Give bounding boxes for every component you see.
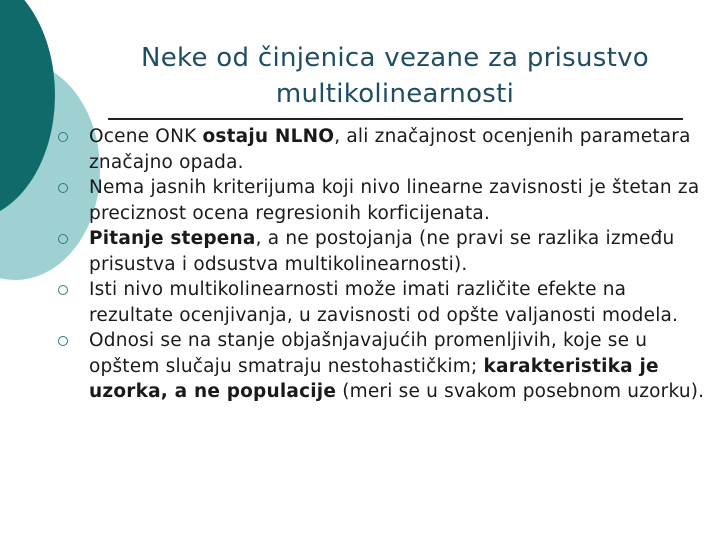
bullet-circle-icon (58, 336, 68, 346)
bullet-item (58, 277, 708, 328)
bullet-circle-icon (58, 285, 68, 295)
slide-title (95, 40, 695, 112)
bullet-item (58, 175, 708, 226)
bullet-text: Isti nivo multikolinearnosti može imati različite efekte na rezultate ocenjivanja, u zavisnosti od opšte valjanosti modela. (89, 279, 679, 326)
bullet-circle-icon (58, 183, 68, 193)
bullet-circle-icon (58, 234, 68, 244)
bullet-list (58, 124, 708, 405)
bullet-text: Nema jasnih kriterijuma koji nivo linearne zavisnosti je štetan za preciznost ocena regresionih korficijenata. (89, 177, 700, 224)
title-underline (108, 118, 683, 120)
bullet-bold-text: Pitanje stepena (89, 228, 256, 249)
bullet-text: , ali značajnost ocenjenih parametara značajno opada. (89, 126, 691, 173)
slide-title-line-1: Neke od činjenica vezane za prisustvo (140, 43, 650, 73)
bullet-item (58, 124, 708, 175)
slide-title-line-2: multikolinearnosti (275, 79, 515, 109)
bullet-bold-text: ostaju NLNO (202, 126, 335, 147)
bullet-circle-icon (58, 132, 68, 142)
bullet-text: Odnosi se na stanje objašnjavajućih promenljivih, koje se u opštem slučaju smatraju nestohastičkim; (89, 330, 648, 377)
bullet-bold-text: karakteristika je uzorka, a ne populacije (89, 355, 659, 402)
bullet-item (58, 328, 708, 405)
bullet-text: , a ne postojanja (ne pravi se razlika između prisustva i odsustva multikolinearnosti). (89, 228, 675, 275)
bullet-text: Ocene ONK (89, 126, 203, 147)
bullet-text: (meri se u svakom posebnom uzorku). (336, 381, 705, 402)
bullet-item (58, 226, 708, 277)
